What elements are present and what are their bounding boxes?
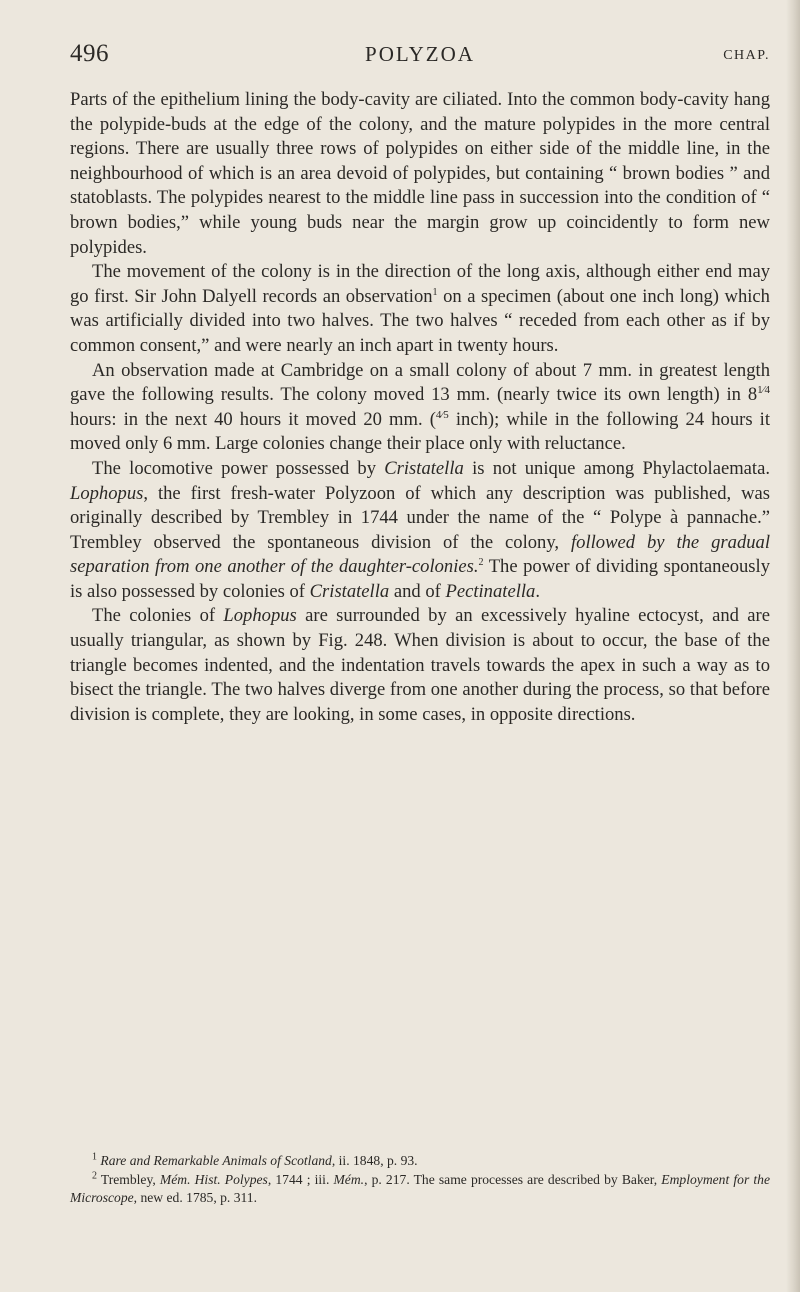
italic-genus: Pectinatella <box>445 580 536 602</box>
footnote-reference-1: 1 <box>432 286 438 298</box>
paragraph-movement <box>70 260 770 358</box>
paragraph-text: The movement of the colony is in the direction of the long axis, although either end may go first. Sir John Dalyell records an observation <box>70 261 770 307</box>
footnote-reference-2: 2 <box>478 557 484 569</box>
paragraph-text: An observation made at Cambridge on a small colony of about 7 mm. in greatest length gave the following results. The colony moved 13 mm. (nearly twice its own length) in 8 <box>70 359 770 406</box>
italic-quotation: followed by the gradual separation from one another of the daughter-colonies. <box>70 531 771 578</box>
fraction-quarter: 1⁄4 <box>757 383 770 396</box>
paragraph-text: . <box>535 580 540 602</box>
paragraph-text: on a specimen (about one inch long) which was artificially divided into two halves. The two halves “ receded from each other as if by common consent,” and were nearly an inch apart in twenty hours. <box>70 285 770 356</box>
running-header <box>70 40 770 70</box>
footnote-number: 1 <box>92 1151 97 1163</box>
body-text <box>70 88 770 727</box>
paragraph-cambridge-observation <box>70 359 770 457</box>
paragraph-text: is not unique among Phylactolaemata. <box>463 457 770 479</box>
footnote-text: , new ed. 1785, p. 311. <box>133 1190 258 1205</box>
chapter-label: CHAP. <box>723 48 770 63</box>
footnote-text: , p. 217. The same processes are described by Baker, <box>364 1171 662 1187</box>
paragraph-text: inch); while in the following 24 hours it moved only 6 mm. Large colonies change their place only with reluctance. <box>70 408 770 455</box>
footnote-title: Mém. <box>333 1171 365 1187</box>
footnote-2 <box>70 1171 770 1208</box>
footnote-text: , 1744 ; iii. <box>267 1171 334 1187</box>
paragraph-text: The locomotive power possessed by <box>92 457 385 479</box>
paragraph-text: , the first fresh-water Polyzoon of which any description was published, was originally described by Trembley in 1744 under the name of the “ Polype à pannache.” Trembley observed the spontaneous division of the colony, <box>70 482 770 553</box>
footnote-number: 2 <box>92 1169 97 1181</box>
footnote-1 <box>70 1152 770 1171</box>
paragraph-text: and of <box>389 580 446 602</box>
footnotes <box>70 1152 770 1208</box>
paragraph-epithelium <box>70 88 770 260</box>
footnote-title: Rare and Remarkable Animals of Scotland <box>100 1153 332 1168</box>
running-title: POLYZOA <box>365 42 475 66</box>
paragraph-text: are surrounded by an excessively hyaline ectocyst, and are usually triangular, as shown by Fig. 248. When division is about to occur, the base of the triangle becomes indented, and the indentation travels towards the apex in such a way as to bisect the triangle. The two halves diverge from one another during the process, so that before division is complete, they are looking, in some cases, in opposite directions. <box>70 605 770 725</box>
paragraph-text: The power of dividing spontaneously is also possessed by colonies of <box>70 556 770 602</box>
paragraph-text: hours: in the next 40 hours it moved 20 mm. ( <box>70 408 436 430</box>
fraction-four-fifths: 4⁄5 <box>435 408 449 421</box>
footnote-title: Employment for the Microscope <box>70 1171 770 1205</box>
italic-genus: Lophopus <box>223 605 297 627</box>
footnote-title: Mém. Hist. Polypes <box>159 1171 268 1187</box>
page-edge-shadow <box>786 0 800 1292</box>
footnote-text: Trembley, <box>100 1171 160 1187</box>
footnote-text: , ii. 1848, p. 93. <box>331 1153 418 1168</box>
paragraph-text: Parts of the epithelium lining the body-cavity are ciliated. Into the common body-cavity hang the polypide-buds at the edge of the colony, and the mature polypides in the more central regions. There are usually three rows of polypides on either side of the middle line, in the neighbourhood of which is an area devoid of polypides, but containing “ brown bodies ” and statoblasts. The polypides nearest to the middle line pass in succession into the condition of “ brown bodies,” while young buds near the margin grow up coincidently to form new polypides. <box>70 89 770 258</box>
italic-genus: Cristatella <box>384 457 464 479</box>
paragraph-text: The colonies of <box>92 605 224 627</box>
italic-genus: Lophopus <box>70 482 144 504</box>
paragraph-locomotive-power <box>70 457 770 605</box>
italic-genus: Cristatella <box>309 580 390 602</box>
page-number: 496 <box>70 40 109 67</box>
paragraph-lophopus-colonies <box>70 604 770 727</box>
